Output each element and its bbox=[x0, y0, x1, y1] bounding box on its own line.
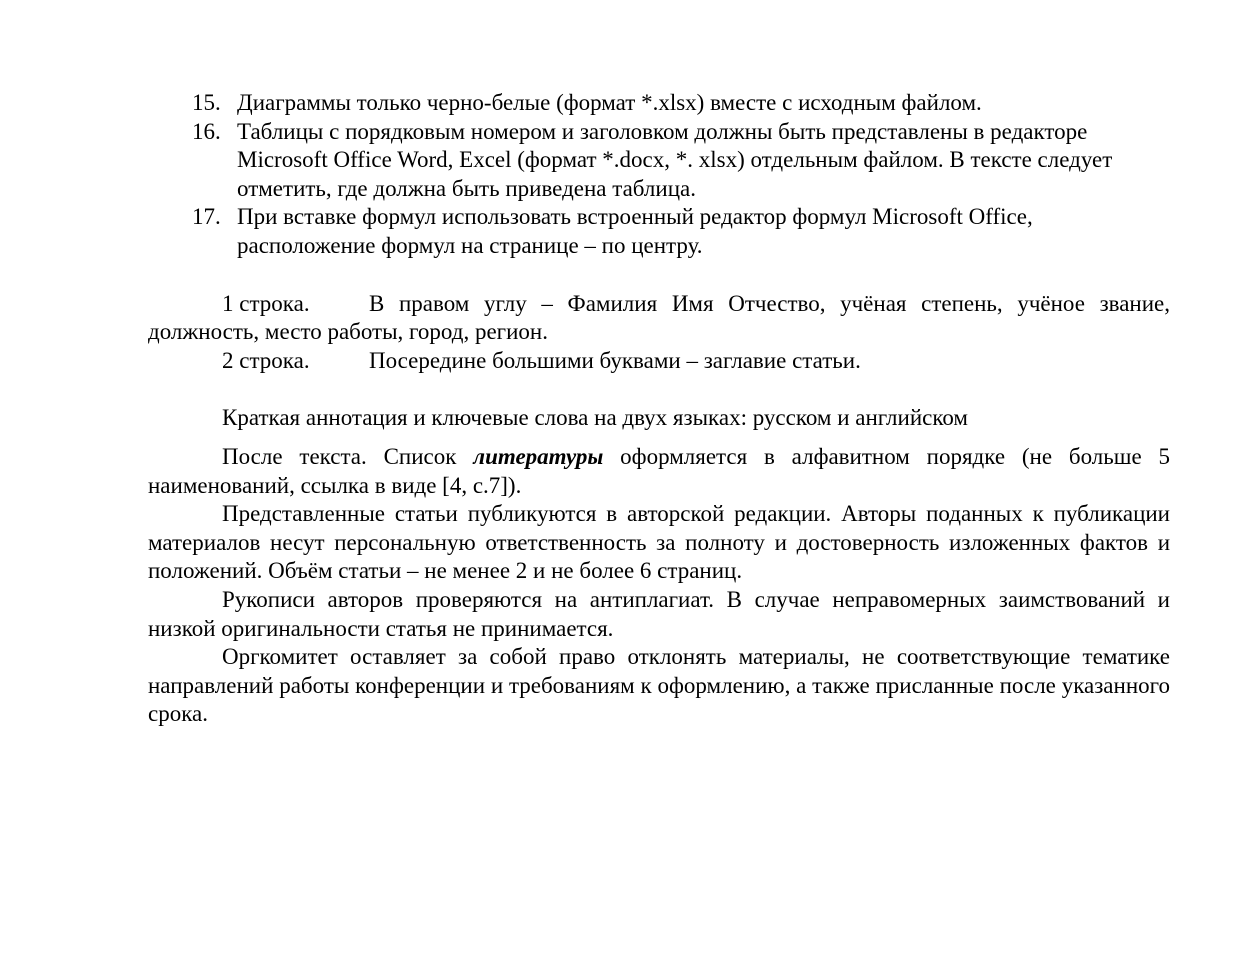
references-text-after: оформляется в алфавитном порядке (не больше 5 наименований, ссылка в виде [4, с.7]). bbox=[148, 443, 1170, 498]
paragraph-rejection: Оргкомитет оставляет за собой право отклонять материалы, не соответствующие тематике направлений работы конференции и требованиям к оформлению, а также присланные после указанного срока. bbox=[148, 644, 1170, 727]
list-item-text: Диаграммы только черно-белые (формат *.xlsx) вместе с исходным файлом. bbox=[237, 90, 982, 115]
spacer bbox=[148, 261, 1170, 290]
spacer bbox=[148, 375, 1170, 404]
references-paragraph bbox=[148, 443, 1170, 500]
line-label: 1 строка. bbox=[222, 290, 310, 316]
list-item bbox=[148, 118, 1170, 204]
list-item bbox=[148, 203, 1170, 260]
list-item-text: Таблицы с порядковым номером и заголовком должны быть представлены в редакторе Microsoft Office Word, Excel (формат *.docx, *. xlsx) отдельным файлом. В тексте следует отметить, где должна быть приведена таблица. bbox=[237, 118, 1113, 201]
paragraph-plagiarism: Рукописи авторов проверяются на антиплагиат. В случае неправомерных заимствований и низкой оригинальности статья не принимается. bbox=[148, 586, 1170, 641]
line-label: 2 строка. bbox=[222, 347, 310, 373]
line-2-description bbox=[148, 347, 1170, 376]
paragraph-publication: Представленные статьи публикуются в авторской редакции. Авторы поданных к публикации материалов несут персональную ответственность за полноту и достоверность изложенных фактов и положений. Объём статьи – не менее 2 и не более 6 страниц. bbox=[148, 501, 1170, 584]
requirements-list bbox=[148, 89, 1170, 261]
references-text-before: После текста. Список bbox=[222, 443, 474, 469]
list-number: 17. bbox=[192, 204, 221, 230]
list-number: 16. bbox=[192, 118, 221, 144]
list-number: 15. bbox=[192, 90, 221, 115]
line-1-description bbox=[148, 290, 1170, 347]
list-item bbox=[148, 89, 1170, 118]
list-item-text: При вставке формул использовать встроенный редактор формул Microsoft Office, расположение формул на странице – по центру. bbox=[237, 204, 1033, 258]
references-emphasis: литературы bbox=[473, 443, 604, 469]
line-text: Посередине большими буквами – заглавие статьи. bbox=[369, 347, 861, 373]
document-page bbox=[148, 89, 1170, 729]
spacer bbox=[148, 433, 1170, 443]
line-text: В правом углу – Фамилия Имя Отчество, учёная степень, учёное звание, должность, место работы, город, регион. bbox=[148, 290, 1170, 345]
annotation-paragraph: Краткая аннотация и ключевые слова на двух языках: русском и английском bbox=[222, 405, 968, 431]
